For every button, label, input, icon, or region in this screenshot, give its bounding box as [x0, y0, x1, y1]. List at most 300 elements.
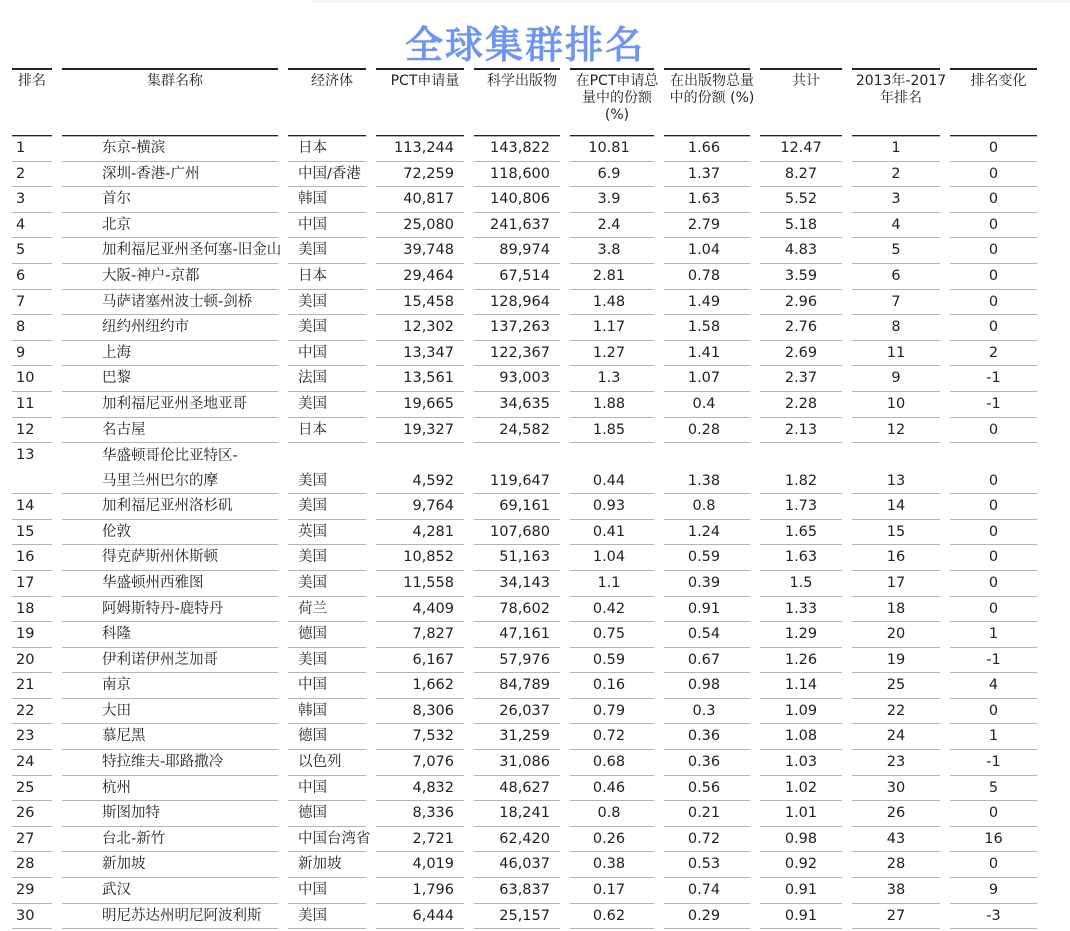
cell-total: 1.09	[760, 699, 852, 725]
table-row	[12, 520, 1047, 546]
cell-cluster-name: 上海	[62, 341, 288, 367]
cell-publications: 63,837	[474, 878, 570, 904]
cell-total: 1.26	[760, 648, 852, 674]
cell-pct-share: 1.3	[570, 366, 664, 392]
cell-cluster-name: 马萨诸塞州波士顿-剑桥	[62, 290, 288, 316]
cell-prev-rank: 7	[852, 290, 950, 316]
cell-prev-rank: 12	[852, 418, 950, 444]
cell-rank-change: 1	[950, 724, 1047, 750]
cell-total: 1.03	[760, 750, 852, 776]
cell-prev-rank: 13	[852, 443, 950, 494]
cell-rank-change: 5	[950, 776, 1047, 802]
cell-economy: 荷兰	[288, 597, 376, 623]
cell-rank: 9	[12, 341, 62, 367]
cell-rank: 7	[12, 290, 62, 316]
cell-pub-share: 0.59	[664, 545, 760, 571]
cell-prev-rank: 4	[852, 213, 950, 239]
cell-publications: 25,157	[474, 904, 570, 930]
cell-publications: 48,627	[474, 776, 570, 802]
cell-publications: 84,789	[474, 673, 570, 699]
cell-publications: 89,974	[474, 238, 570, 264]
cell-pct-applications: 29,464	[376, 264, 474, 290]
cell-publications: 57,976	[474, 648, 570, 674]
cell-pct-applications: 7,076	[376, 750, 474, 776]
table-row	[12, 699, 1047, 725]
cell-pct-applications: 8,336	[376, 801, 474, 827]
cell-pct-applications: 13,347	[376, 341, 474, 367]
cell-pub-share: 1.41	[664, 341, 760, 367]
header-prev-rank: 2013年-2017年排名	[852, 68, 950, 136]
cell-pct-share: 0.68	[570, 750, 664, 776]
cell-total: 2.28	[760, 392, 852, 418]
cell-rank-change: 0	[950, 187, 1047, 213]
cell-prev-rank: 30	[852, 776, 950, 802]
table-row	[12, 545, 1047, 571]
cell-total: 2.96	[760, 290, 852, 316]
cell-economy: 德国	[288, 622, 376, 648]
cell-cluster-name: 斯图加特	[62, 801, 288, 827]
cell-cluster-name: 台北-新竹	[62, 827, 288, 853]
cell-cluster-name: 慕尼黑	[62, 724, 288, 750]
table-row	[12, 827, 1047, 853]
cell-pct-applications: 11,558	[376, 571, 474, 597]
cell-cluster-name: 加利福尼亚州圣地亚哥	[62, 392, 288, 418]
cell-total: 0.91	[760, 904, 852, 930]
cell-pct-share: 0.26	[570, 827, 664, 853]
cell-rank: 16	[12, 545, 62, 571]
cell-rank-change: -1	[950, 648, 1047, 674]
cell-cluster-name: 伦敦	[62, 520, 288, 546]
cell-rank-change: 0	[950, 801, 1047, 827]
table-row	[12, 648, 1047, 674]
cell-rank-change: 0	[950, 545, 1047, 571]
table-header-row	[12, 68, 1047, 136]
cell-rank-change: 9	[950, 878, 1047, 904]
table-row	[12, 187, 1047, 213]
cell-prev-rank: 11	[852, 341, 950, 367]
table-row	[12, 750, 1047, 776]
cell-pub-share: 1.04	[664, 238, 760, 264]
header-pct-applications: PCT申请量	[376, 68, 474, 136]
cell-cluster-name: 得克萨斯州休斯顿	[62, 545, 288, 571]
cell-cluster-name: 大阪-神户-京都	[62, 264, 288, 290]
cell-rank: 3	[12, 187, 62, 213]
cell-pct-applications: 4,592	[376, 443, 474, 494]
cell-cluster-name: 南京	[62, 673, 288, 699]
cell-prev-rank: 28	[852, 852, 950, 878]
cell-cluster-name: 首尔	[62, 187, 288, 213]
cell-pct-applications: 7,827	[376, 622, 474, 648]
header-pct-share: 在PCT申请总量中的份额 (%)	[570, 68, 664, 136]
cell-rank: 22	[12, 699, 62, 725]
cell-prev-rank: 3	[852, 187, 950, 213]
cell-pub-share: 0.39	[664, 571, 760, 597]
cell-rank-change: 16	[950, 827, 1047, 853]
cell-prev-rank: 8	[852, 315, 950, 341]
cell-pub-share: 0.54	[664, 622, 760, 648]
table-row	[12, 443, 1047, 494]
cell-publications: 47,161	[474, 622, 570, 648]
cell-pct-share: 1.85	[570, 418, 664, 444]
cell-pct-share: 0.79	[570, 699, 664, 725]
cell-pct-applications: 25,080	[376, 213, 474, 239]
cell-total: 5.18	[760, 213, 852, 239]
cell-pub-share: 1.49	[664, 290, 760, 316]
cell-pub-share: 0.74	[664, 878, 760, 904]
cell-prev-rank: 27	[852, 904, 950, 930]
cell-total: 0.91	[760, 878, 852, 904]
cell-rank: 8	[12, 315, 62, 341]
cell-pct-share: 0.38	[570, 852, 664, 878]
cell-pct-share: 0.17	[570, 878, 664, 904]
cell-pub-share: 0.36	[664, 724, 760, 750]
table-row	[12, 597, 1047, 623]
cell-publications: 51,163	[474, 545, 570, 571]
cell-economy: 美国	[288, 904, 376, 930]
cell-economy: 美国	[288, 648, 376, 674]
cell-rank: 29	[12, 878, 62, 904]
cell-cluster-name: 明尼苏达州明尼阿波利斯	[62, 904, 288, 930]
cell-pub-share: 0.28	[664, 418, 760, 444]
cell-total: 2.76	[760, 315, 852, 341]
cluster-ranking-table	[12, 68, 1047, 929]
cell-prev-rank: 43	[852, 827, 950, 853]
table-row	[12, 878, 1047, 904]
table-row	[12, 673, 1047, 699]
cell-economy: 日本	[288, 136, 376, 162]
cell-cluster-name: 纽约州纽约市	[62, 315, 288, 341]
table-row	[12, 136, 1047, 162]
cell-publications: 119,647	[474, 443, 570, 494]
cell-rank-change: 0	[950, 418, 1047, 444]
cell-rank: 11	[12, 392, 62, 418]
cell-publications: 118,600	[474, 162, 570, 188]
cell-rank-change: -1	[950, 392, 1047, 418]
cell-publications: 46,037	[474, 852, 570, 878]
cell-rank-change: 0	[950, 443, 1047, 494]
cell-total: 1.01	[760, 801, 852, 827]
cell-rank-change: -1	[950, 366, 1047, 392]
cell-pct-share: 1.48	[570, 290, 664, 316]
cell-publications: 140,806	[474, 187, 570, 213]
cell-publications: 67,514	[474, 264, 570, 290]
cell-economy: 韩国	[288, 187, 376, 213]
cell-prev-rank: 24	[852, 724, 950, 750]
table-row	[12, 801, 1047, 827]
cell-prev-rank: 18	[852, 597, 950, 623]
cell-pub-share: 1.07	[664, 366, 760, 392]
cell-rank: 10	[12, 366, 62, 392]
cell-economy: 以色列	[288, 750, 376, 776]
cell-rank: 15	[12, 520, 62, 546]
cell-publications: 143,822	[474, 136, 570, 162]
cell-pub-share: 1.37	[664, 162, 760, 188]
cell-rank: 17	[12, 571, 62, 597]
cell-economy: 中国	[288, 776, 376, 802]
cell-rank-change: -3	[950, 904, 1047, 930]
cell-publications: 31,259	[474, 724, 570, 750]
cell-pct-applications: 12,302	[376, 315, 474, 341]
cell-economy: 新加坡	[288, 852, 376, 878]
cell-total: 1.82	[760, 443, 852, 494]
cell-pct-share: 10.81	[570, 136, 664, 162]
cell-rank: 21	[12, 673, 62, 699]
cell-prev-rank: 5	[852, 238, 950, 264]
cell-total: 1.73	[760, 494, 852, 520]
cell-pct-applications: 4,281	[376, 520, 474, 546]
cell-rank-change: 0	[950, 852, 1047, 878]
cell-pct-share: 0.62	[570, 904, 664, 930]
cell-pct-applications: 40,817	[376, 187, 474, 213]
cell-rank: 4	[12, 213, 62, 239]
cell-rank: 6	[12, 264, 62, 290]
table-row	[12, 622, 1047, 648]
cell-pct-applications: 7,532	[376, 724, 474, 750]
cell-total: 12.47	[760, 136, 852, 162]
table-row	[12, 366, 1047, 392]
table-row	[12, 571, 1047, 597]
cell-rank: 30	[12, 904, 62, 930]
cell-prev-rank: 20	[852, 622, 950, 648]
cell-publications: 34,635	[474, 392, 570, 418]
cell-publications: 107,680	[474, 520, 570, 546]
cell-economy: 中国	[288, 341, 376, 367]
cell-rank: 24	[12, 750, 62, 776]
cell-pub-share: 0.78	[664, 264, 760, 290]
cell-economy: 美国	[288, 494, 376, 520]
cell-pct-applications: 2,721	[376, 827, 474, 853]
table-row	[12, 724, 1047, 750]
cell-pct-share: 1.27	[570, 341, 664, 367]
cell-cluster-name: 华盛顿哥伦比亚特区- 马里兰州巴尔的摩	[62, 443, 288, 494]
cell-cluster-name: 杭州	[62, 776, 288, 802]
table-row	[12, 238, 1047, 264]
cell-pct-applications: 6,444	[376, 904, 474, 930]
cell-pct-applications: 8,306	[376, 699, 474, 725]
cell-publications: 78,602	[474, 597, 570, 623]
cell-rank-change: 1	[950, 622, 1047, 648]
cell-cluster-name: 加利福尼亚州圣何塞-旧金山	[62, 238, 288, 264]
cell-publications: 26,037	[474, 699, 570, 725]
cell-pub-share: 0.72	[664, 827, 760, 853]
cell-publications: 122,367	[474, 341, 570, 367]
cell-pct-applications: 39,748	[376, 238, 474, 264]
cell-rank: 14	[12, 494, 62, 520]
cell-pct-applications: 9,764	[376, 494, 474, 520]
cell-economy: 日本	[288, 264, 376, 290]
cell-publications: 34,143	[474, 571, 570, 597]
cell-rank-change: 0	[950, 238, 1047, 264]
header-economy: 经济体	[288, 68, 376, 136]
header-rank-change: 排名变化	[950, 68, 1047, 136]
cell-economy: 英国	[288, 520, 376, 546]
cell-pub-share: 0.36	[664, 750, 760, 776]
cell-economy: 中国	[288, 878, 376, 904]
cell-total: 1.65	[760, 520, 852, 546]
cell-pct-share: 0.8	[570, 801, 664, 827]
cell-publications: 128,964	[474, 290, 570, 316]
header-total: 共计	[760, 68, 852, 136]
cell-pct-applications: 6,167	[376, 648, 474, 674]
cell-cluster-name: 特拉维夫-耶路撒冷	[62, 750, 288, 776]
cell-rank-change: 0	[950, 136, 1047, 162]
cell-economy: 韩国	[288, 699, 376, 725]
cell-rank-change: 0	[950, 494, 1047, 520]
top-divider	[312, 0, 1070, 3]
cell-pub-share: 1.58	[664, 315, 760, 341]
cell-cluster-name: 大田	[62, 699, 288, 725]
cell-pub-share: 0.29	[664, 904, 760, 930]
cell-pct-share: 3.8	[570, 238, 664, 264]
cell-rank-change: 4	[950, 673, 1047, 699]
table-row	[12, 392, 1047, 418]
cell-total: 1.5	[760, 571, 852, 597]
cell-pct-share: 1.17	[570, 315, 664, 341]
cell-total: 1.02	[760, 776, 852, 802]
cell-prev-rank: 1	[852, 136, 950, 162]
cell-cluster-name: 北京	[62, 213, 288, 239]
cell-prev-rank: 16	[852, 545, 950, 571]
cell-total: 0.98	[760, 827, 852, 853]
cell-cluster-name: 科隆	[62, 622, 288, 648]
cell-rank-change: 0	[950, 315, 1047, 341]
table-row	[12, 494, 1047, 520]
cell-cluster-name: 深圳-香港-广州	[62, 162, 288, 188]
cell-rank: 26	[12, 801, 62, 827]
cell-pct-applications: 10,852	[376, 545, 474, 571]
table-row	[12, 776, 1047, 802]
cell-total: 4.83	[760, 238, 852, 264]
cell-prev-rank: 6	[852, 264, 950, 290]
cell-economy: 中国台湾省	[288, 827, 376, 853]
cell-pub-share: 2.79	[664, 213, 760, 239]
cell-economy: 美国	[288, 290, 376, 316]
cell-total: 2.69	[760, 341, 852, 367]
cell-rank: 28	[12, 852, 62, 878]
header-pub-share: 在出版物总量中的份额 (%)	[664, 68, 760, 136]
cell-pub-share: 0.8	[664, 494, 760, 520]
cell-economy: 中国	[288, 213, 376, 239]
cell-economy: 中国	[288, 673, 376, 699]
cell-rank-change: -1	[950, 750, 1047, 776]
cell-pct-applications: 4,409	[376, 597, 474, 623]
cell-rank-change: 0	[950, 213, 1047, 239]
cell-total: 2.37	[760, 366, 852, 392]
cell-economy: 德国	[288, 724, 376, 750]
cell-prev-rank: 17	[852, 571, 950, 597]
cell-publications: 93,003	[474, 366, 570, 392]
cell-pct-share: 0.44	[570, 443, 664, 494]
cell-pub-share: 0.98	[664, 673, 760, 699]
cell-prev-rank: 15	[852, 520, 950, 546]
cell-total: 1.08	[760, 724, 852, 750]
cell-pub-share: 1.63	[664, 187, 760, 213]
table-row	[12, 341, 1047, 367]
cell-rank: 12	[12, 418, 62, 444]
cell-prev-rank: 14	[852, 494, 950, 520]
cell-cluster-name: 伊利诺伊州芝加哥	[62, 648, 288, 674]
cell-economy: 中国/香港	[288, 162, 376, 188]
cell-pct-applications: 1,796	[376, 878, 474, 904]
cell-rank: 2	[12, 162, 62, 188]
cell-pub-share: 0.21	[664, 801, 760, 827]
cell-pct-share: 1.04	[570, 545, 664, 571]
cell-pct-share: 0.75	[570, 622, 664, 648]
table-row	[12, 852, 1047, 878]
cell-rank-change: 0	[950, 520, 1047, 546]
header-publications: 科学出版物	[474, 68, 570, 136]
cell-total: 5.52	[760, 187, 852, 213]
cell-economy: 美国	[288, 545, 376, 571]
cell-economy: 美国	[288, 443, 376, 494]
cell-economy: 德国	[288, 801, 376, 827]
cell-pub-share: 1.38	[664, 443, 760, 494]
cell-prev-rank: 10	[852, 392, 950, 418]
cell-publications: 24,582	[474, 418, 570, 444]
table-row	[12, 264, 1047, 290]
cell-pub-share: 0.56	[664, 776, 760, 802]
cell-rank-change: 0	[950, 699, 1047, 725]
cell-total: 1.63	[760, 545, 852, 571]
cell-pct-applications: 19,327	[376, 418, 474, 444]
cell-pub-share: 0.91	[664, 597, 760, 623]
cell-prev-rank: 19	[852, 648, 950, 674]
cell-cluster-name: 加利福尼亚州洛杉矶	[62, 494, 288, 520]
cell-rank-change: 0	[950, 290, 1047, 316]
cell-pub-share: 1.24	[664, 520, 760, 546]
cell-pct-applications: 1,662	[376, 673, 474, 699]
cell-pct-share: 0.41	[570, 520, 664, 546]
cell-economy: 美国	[288, 392, 376, 418]
page-title: 全球集群排名	[404, 23, 645, 67]
cell-prev-rank: 26	[852, 801, 950, 827]
cell-rank: 20	[12, 648, 62, 674]
cell-pub-share: 0.67	[664, 648, 760, 674]
cell-publications: 241,637	[474, 213, 570, 239]
cell-prev-rank: 23	[852, 750, 950, 776]
cell-rank: 18	[12, 597, 62, 623]
cell-pct-applications: 15,458	[376, 290, 474, 316]
cell-pub-share: 0.53	[664, 852, 760, 878]
cell-pub-share: 1.66	[664, 136, 760, 162]
cell-publications: 31,086	[474, 750, 570, 776]
cell-pub-share: 0.4	[664, 392, 760, 418]
cell-total: 0.92	[760, 852, 852, 878]
cell-total: 3.59	[760, 264, 852, 290]
cell-rank: 23	[12, 724, 62, 750]
cell-pub-share: 0.3	[664, 699, 760, 725]
header-cluster-name: 集群名称	[62, 68, 288, 136]
cell-pct-share: 0.42	[570, 597, 664, 623]
cell-total: 2.13	[760, 418, 852, 444]
cell-publications: 62,420	[474, 827, 570, 853]
table-row	[12, 290, 1047, 316]
cell-prev-rank: 25	[852, 673, 950, 699]
header-rank: 排名	[12, 68, 62, 136]
cell-pct-share: 2.81	[570, 264, 664, 290]
cell-cluster-name: 阿姆斯特丹-鹿特丹	[62, 597, 288, 623]
cell-pct-share: 0.46	[570, 776, 664, 802]
cell-total: 1.29	[760, 622, 852, 648]
cell-economy: 法国	[288, 366, 376, 392]
cell-pct-share: 0.93	[570, 494, 664, 520]
cell-rank-change: 0	[950, 597, 1047, 623]
cell-cluster-name: 巴黎	[62, 366, 288, 392]
cell-cluster-name: 武汉	[62, 878, 288, 904]
cell-publications: 137,263	[474, 315, 570, 341]
cell-rank-change: 0	[950, 571, 1047, 597]
cell-pct-share: 0.72	[570, 724, 664, 750]
